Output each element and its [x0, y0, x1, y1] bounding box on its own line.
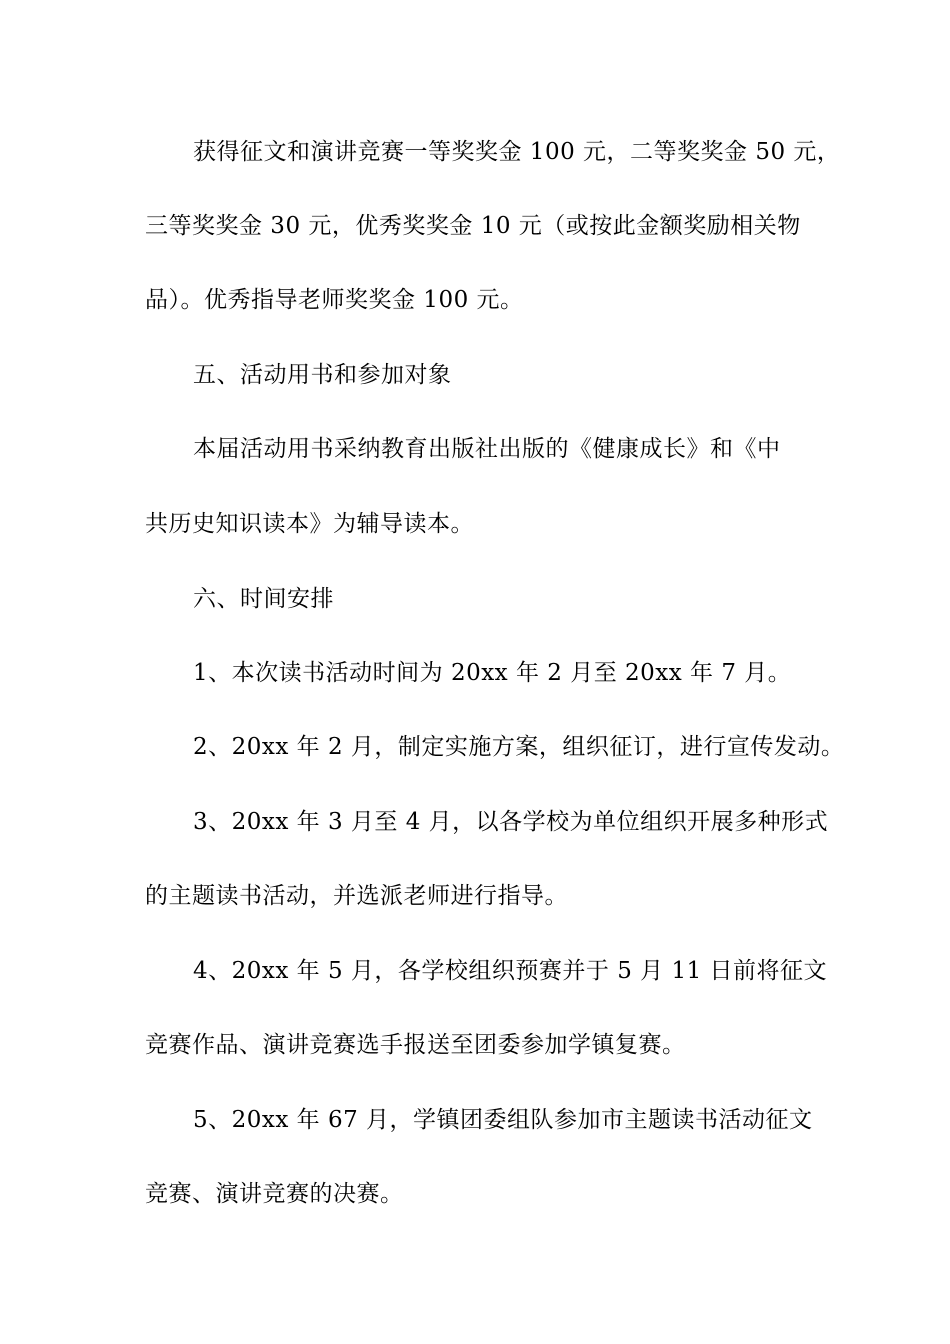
prize-text-line-1: 获得征文和演讲竞赛一等奖奖金 100 元，二等奖奖金 50 元，	[193, 139, 841, 165]
prize-text-line-3: 品）。优秀指导老师奖奖金 100 元。	[145, 287, 524, 313]
schedule-item-4-line-2: 竞赛作品、演讲竞赛选手报送至团委参加学镇复赛。	[145, 1032, 686, 1058]
prize-text-line-2: 三等奖奖金 30 元，优秀奖奖金 10 元（或按此金额奖励相关物	[145, 213, 801, 239]
schedule-item-3-line-1: 3、20xx 年 3 月至 4 月，以各学校为单位组织开展多种形式	[193, 809, 829, 835]
schedule-item-1: 1、本次读书活动时间为 20xx 年 2 月至 20xx 年 7 月。	[193, 660, 792, 686]
schedule-item-2: 2、20xx 年 2 月，制定实施方案，组织征订，进行宣传发动。	[193, 734, 845, 760]
books-text-line-1: 本届活动用书采纳教育出版社出版的《健康成长》和《中	[193, 436, 781, 462]
books-text-line-2: 共历史知识读本》为辅导读本。	[145, 511, 474, 537]
schedule-item-5-line-1: 5、20xx 年 67 月，学镇团委组队参加市主题读书活动征文	[193, 1107, 813, 1133]
schedule-item-5-line-2: 竞赛、演讲竞赛的决赛。	[145, 1181, 404, 1207]
section-heading-schedule: 六、时间安排	[193, 586, 334, 612]
schedule-item-3-line-2: 的主题读书活动，并选派老师进行指导。	[145, 883, 568, 909]
schedule-item-4-line-1: 4、20xx 年 5 月，各学校组织预赛并于 5 月 11 日前将征文	[193, 958, 828, 984]
section-heading-books: 五、活动用书和参加对象	[193, 362, 452, 388]
